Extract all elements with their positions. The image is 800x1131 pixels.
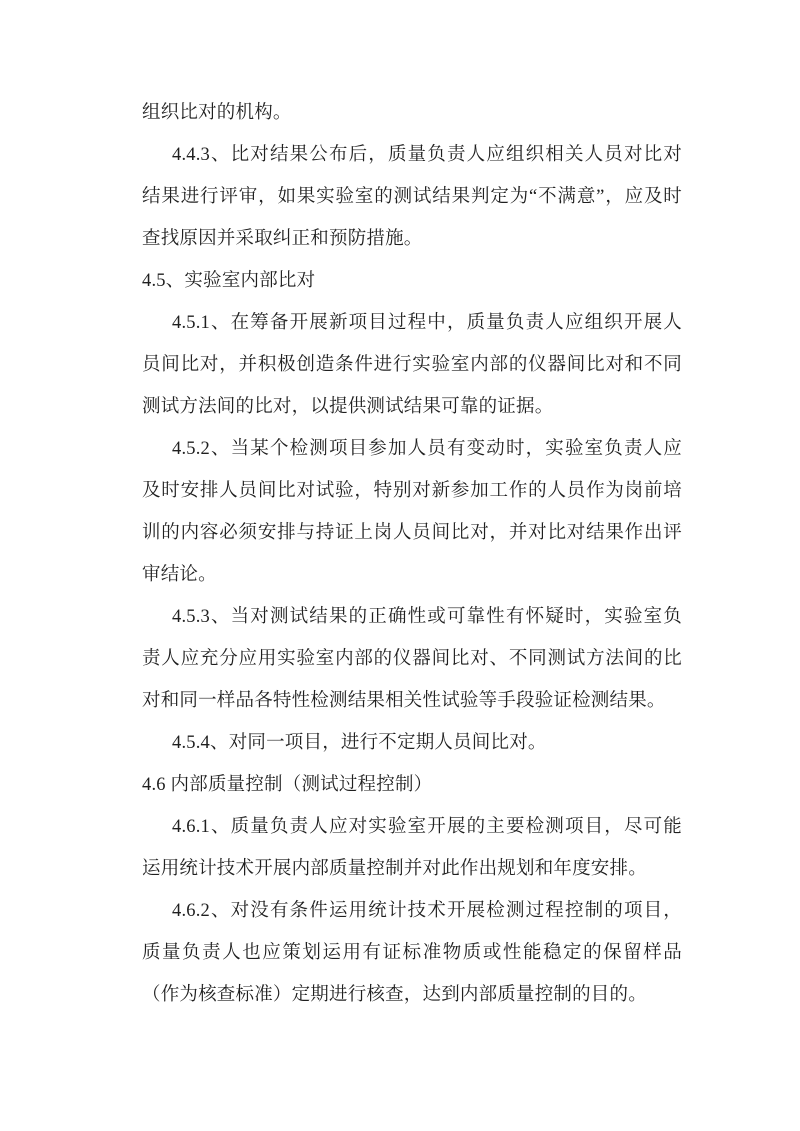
text-line: 4.5.4、对同一项目，进行不定期人员间比对。 [172,733,547,753]
text-line: 查找原因并采取纠正和预防措施。 [142,229,423,249]
text-line: 结果进行评审，如果实验室的测试结果判定为“不满意”，应及时 [142,187,682,207]
text-line: 运用统计技术开展内部质量控制并对此作出规划和年度安排。 [142,859,647,879]
text-line: 审结论。 [142,565,217,585]
section-heading: 4.6 内部质量控制（测试过程控制） [142,775,433,795]
text-line: 4.5.3、当对测试结果的正确性或可靠性有怀疑时，实验室负 [172,607,682,627]
text-line: 质量负责人也应策划运用有证标准物质或性能稳定的保留样品 [142,943,682,963]
text-line: 4.6.1、质量负责人应对实验室开展的主要检测项目，尽可能 [172,817,682,837]
text-line: 责人应充分应用实验室内部的仪器间比对、不同测试方法间的比 [142,649,682,669]
text-line: 4.6.2、对没有条件运用统计技术开展检测过程控制的项目， [172,901,682,921]
text-line: 组织比对的机构。 [142,103,292,123]
text-line: 对和同一样品各特性检测结果相关性试验等手段验证检测结果。 [142,691,666,711]
section-heading: 4.5、实验室内部比对 [142,271,316,291]
text-line: 测试方法间的比对，以提供测试结果可靠的证据。 [142,397,554,417]
text-line: 员间比对，并积极创造条件进行实验室内部的仪器间比对和不同 [142,355,682,375]
document-text-block [142,92,682,1016]
text-line: 4.5.2、当某个检测项目参加人员有变动时，实验室负责人应 [172,439,682,459]
text-line: （作为核查标准）定期进行核查，达到内部质量控制的目的。 [142,985,647,1005]
text-line: 及时安排人员间比对试验，特别对新参加工作的人员作为岗前培 [142,481,682,501]
text-line: 4.5.1、在筹备开展新项目过程中，质量负责人应组织开展人 [172,313,682,333]
text-line: 4.4.3、比对结果公布后，质量负责人应组织相关人员对比对 [172,145,682,165]
text-line: 训的内容必须安排与持证上岗人员间比对，并对比对结果作出评 [142,523,682,543]
